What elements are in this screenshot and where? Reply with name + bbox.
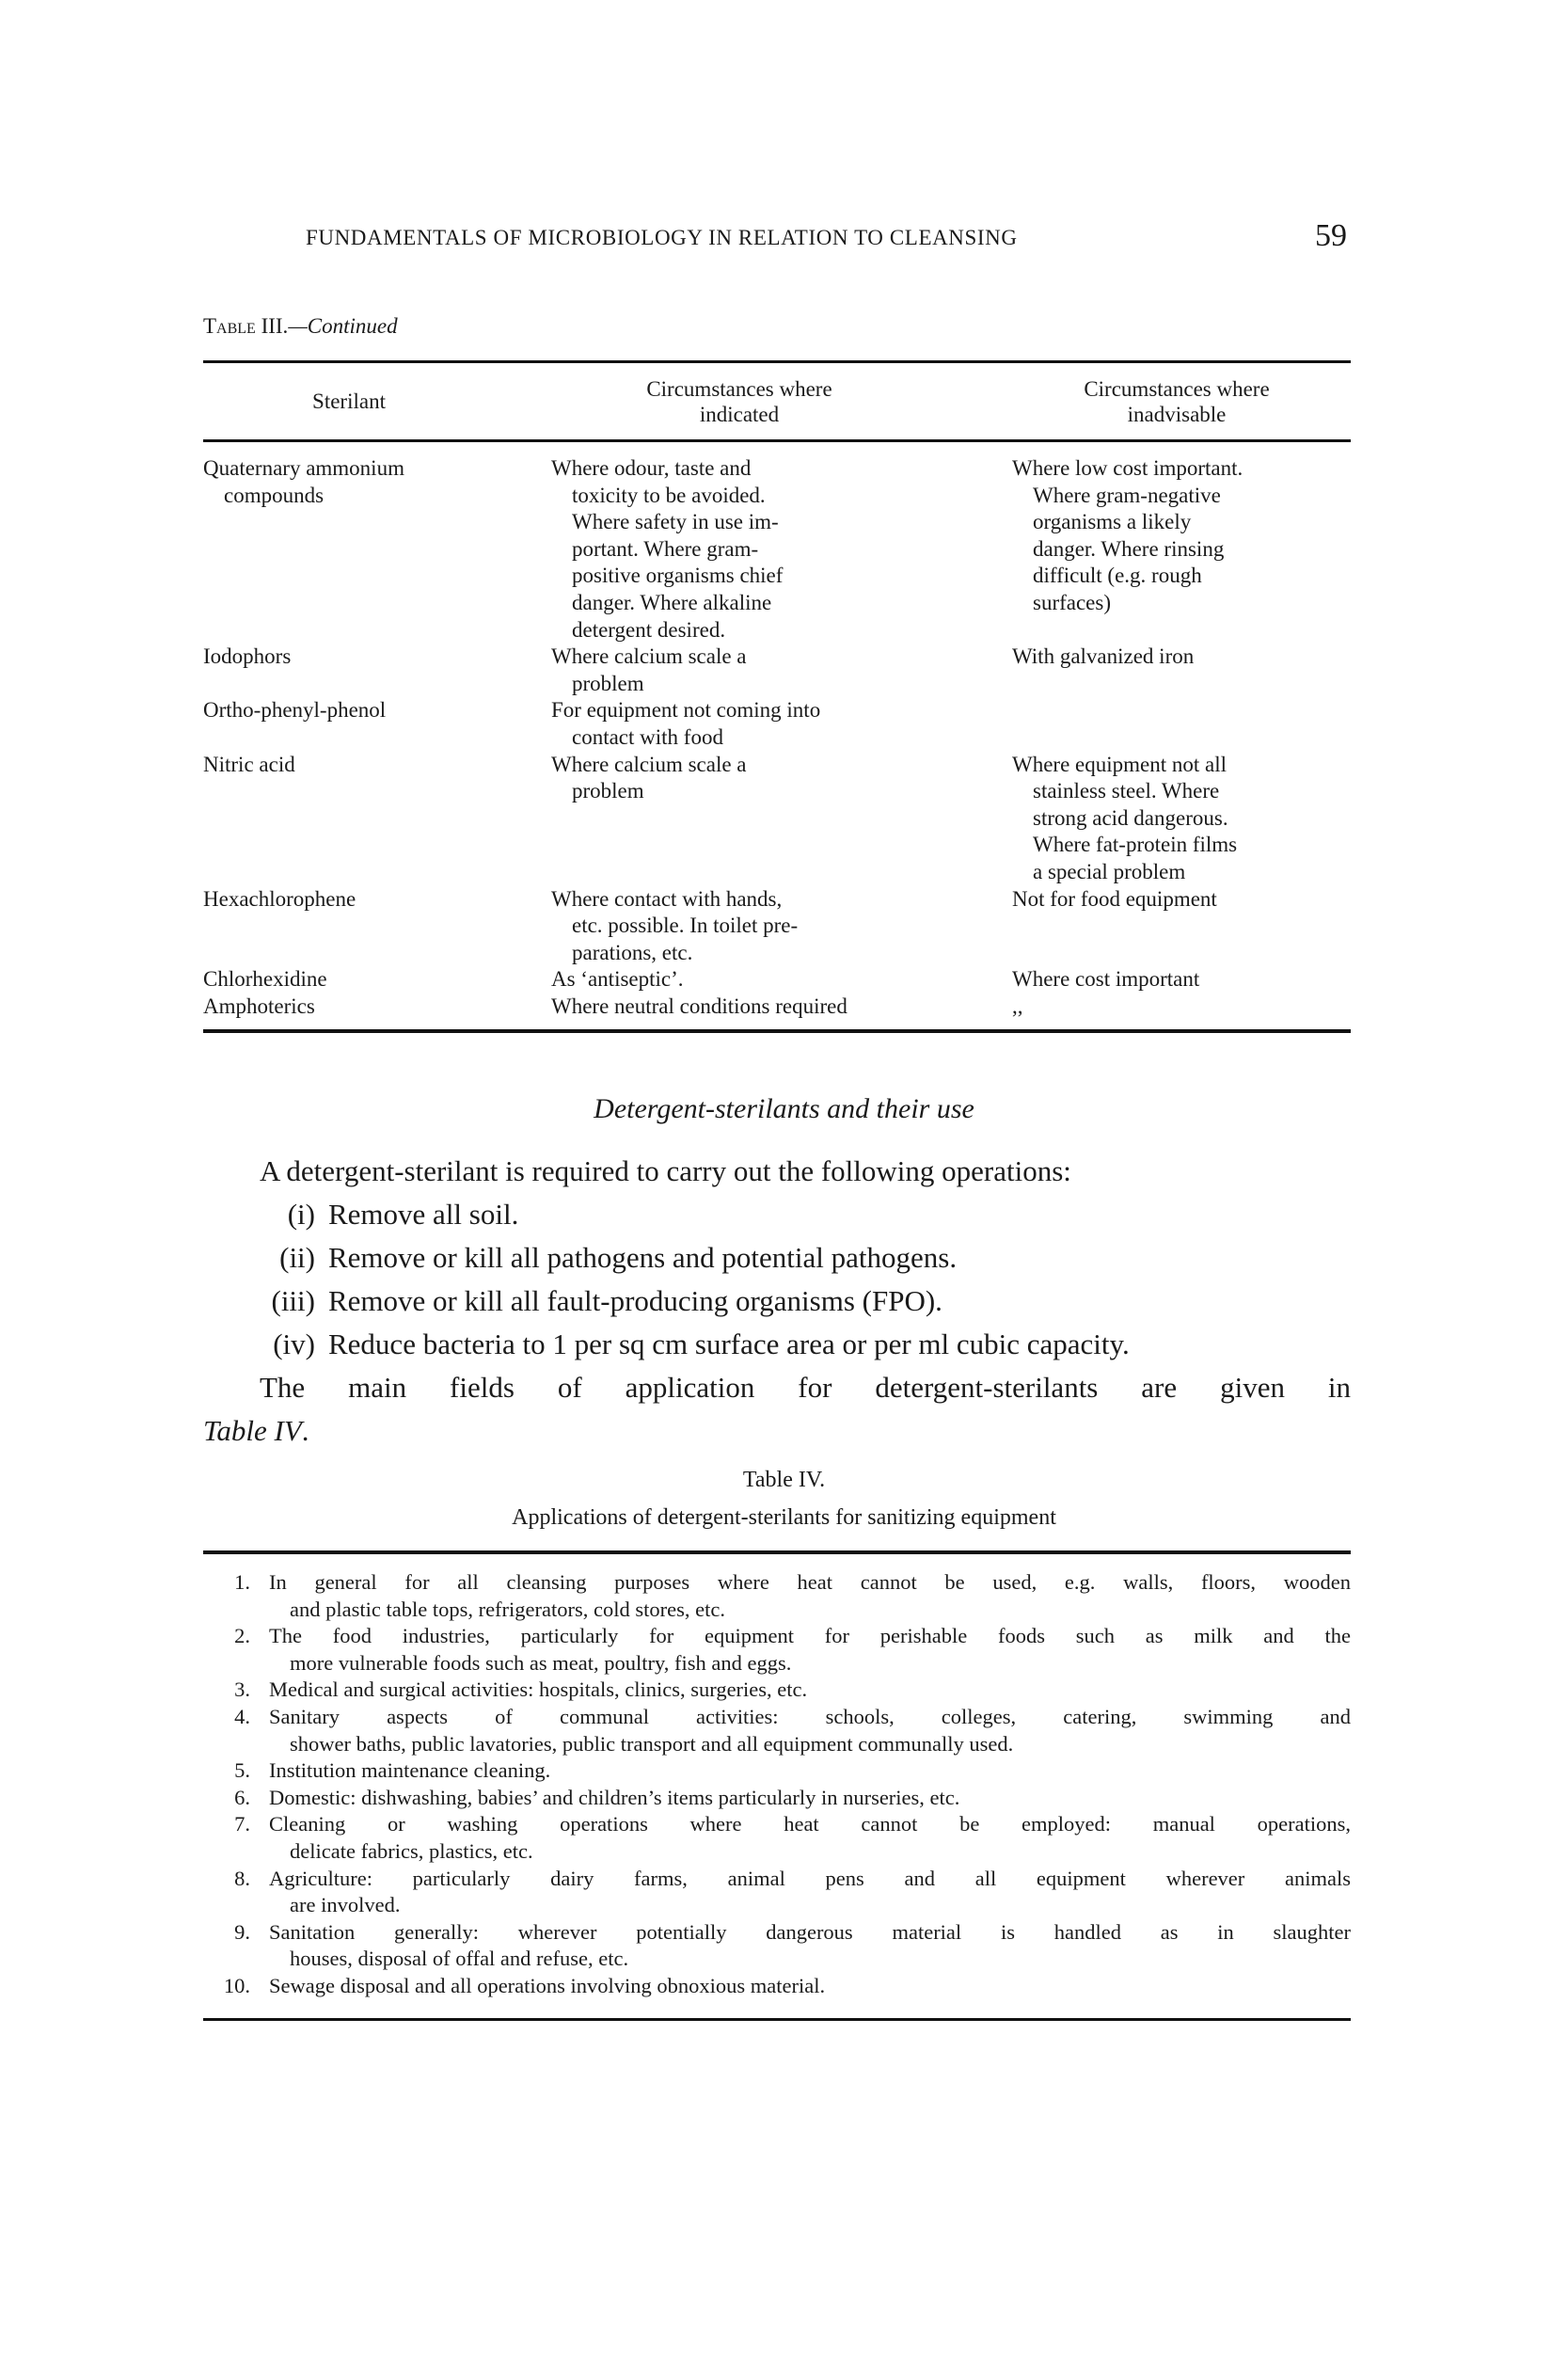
operation-number: (iv) — [273, 1328, 315, 1360]
item-line: shower baths, public lavatories, public transport and all equipment communally used. — [290, 1731, 1014, 1756]
item-text — [269, 1866, 1351, 1919]
item-line: Domestic: dishwashing, babies’ and children’s items particularly in nurseries, etc. — [269, 1785, 960, 1809]
item-text — [269, 1677, 1351, 1704]
cell-line: Ortho-phenyl-phenol — [203, 698, 387, 723]
cell-line: difficult (e.g. rough — [1033, 564, 1202, 588]
header-line: inadvisable — [1127, 403, 1227, 426]
cell-line: Where fat-protein films — [1033, 833, 1238, 857]
header-line: Circumstances where — [646, 377, 832, 401]
fields-end: . — [301, 1414, 309, 1447]
cell-line: Nitric acid — [203, 752, 295, 776]
cell-line: Where calcium scale a — [551, 644, 747, 669]
table3-caption-label: Table III. — [203, 314, 289, 338]
table-row — [203, 697, 1351, 751]
list-item — [203, 1623, 1351, 1677]
table4-top-rule — [203, 1550, 1351, 1554]
operation-number: (i) — [287, 1198, 315, 1231]
cell-line: Quaternary ammonium — [203, 456, 404, 480]
cell-inadvisable — [1012, 966, 1351, 994]
cell-line: portant. Where gram- — [572, 536, 759, 561]
section-body — [203, 1150, 1351, 1453]
cell-line: positive organisms chief — [572, 564, 784, 588]
cell-inadvisable — [1012, 644, 1351, 697]
cell-line: etc. possible. In toilet pre- — [572, 914, 799, 938]
item-line: are involved. — [290, 1893, 401, 1917]
table-row — [203, 752, 1351, 886]
cell-line: Chlorhexidine — [203, 967, 327, 992]
item-number: 10. — [223, 1973, 250, 1997]
item-text — [269, 1704, 1351, 1757]
cell-line: problem — [572, 779, 644, 803]
item-line: Institution maintenance cleaning. — [269, 1758, 551, 1783]
item-text — [269, 1811, 1351, 1865]
operation-number: (iii) — [271, 1284, 315, 1317]
table3-caption-continued: —Continued — [288, 314, 398, 338]
page-number: 59 — [1315, 218, 1347, 253]
cell-line: toxicity to be avoided. — [572, 483, 766, 507]
fields-paragraph — [203, 1366, 1351, 1409]
cell-line: strong acid dangerous. — [1033, 805, 1228, 830]
item-text — [269, 1919, 1351, 1973]
item-number: 4. — [234, 1704, 250, 1728]
fields-text: The main fields of application for detergent-sterilants are given in — [260, 1371, 1351, 1404]
item-number: 7. — [234, 1812, 250, 1836]
table-row — [203, 644, 1351, 697]
list-item — [203, 1973, 1351, 2000]
cell-inadvisable — [1012, 886, 1351, 967]
cell-line: Where cost important — [1012, 967, 1200, 992]
cell-line: a special problem — [1033, 859, 1186, 883]
cell-line: Hexachlorophene — [203, 886, 356, 911]
item-text — [269, 1569, 1351, 1623]
item-text — [269, 1623, 1351, 1677]
cell-sterilant — [203, 455, 551, 644]
item-line: Cleaning or washing operations where heat cannot be employed: manual operations, — [269, 1812, 1351, 1836]
cell-line: surfaces) — [1033, 590, 1112, 614]
cell-indicated — [551, 752, 1012, 886]
cell-line: danger. Where rinsing — [1033, 536, 1225, 561]
item-number: 2. — [234, 1624, 250, 1648]
col-header-sterilant — [260, 389, 438, 414]
operation-number: (ii) — [279, 1241, 315, 1274]
cell-line: With galvanized iron — [1012, 644, 1195, 669]
cell-line: stainless steel. Where — [1033, 779, 1220, 803]
cell-sterilant — [203, 966, 551, 994]
cell-sterilant — [203, 752, 551, 886]
table3-caption — [203, 314, 398, 339]
cell-line: compounds — [224, 483, 325, 507]
col-header-indicated — [579, 376, 899, 427]
cell-line: Where equipment not all — [1012, 752, 1227, 776]
table-row — [203, 886, 1351, 967]
cell-indicated — [551, 886, 1012, 967]
item-line: and plastic table tops, refrigerators, cold stores, etc. — [290, 1597, 725, 1621]
cell-line: Iodophors — [203, 644, 292, 669]
operation-text: Remove or kill all pathogens and potential pathogens. — [328, 1241, 958, 1274]
section-heading: Detergent-sterilants and their use — [594, 1093, 974, 1124]
header-line: Sterilant — [312, 390, 386, 413]
table-row — [203, 994, 1351, 1021]
operation-text: Reduce bacteria to 1 per sq cm surface area or per ml cubic capacity. — [328, 1328, 1130, 1360]
cell-indicated — [551, 455, 1012, 644]
item-number: 8. — [234, 1866, 250, 1890]
item-text — [269, 1973, 1351, 2000]
cell-sterilant — [203, 886, 551, 967]
cell-line: detergent desired. — [572, 617, 726, 642]
cell-line: Amphoterics — [203, 994, 315, 1018]
item-number: 9. — [234, 1919, 250, 1944]
cell-line: parations, etc. — [572, 940, 693, 964]
operation-item — [203, 1323, 1351, 1366]
table4-bottom-rule — [203, 2018, 1351, 2021]
item-line: The food industries, particularly for equipment for perishable foods such as milk and the — [269, 1624, 1351, 1648]
table3-body — [203, 455, 1351, 1020]
cell-indicated — [551, 644, 1012, 697]
cell-line: contact with food — [572, 724, 723, 749]
cell-line: problem — [572, 671, 644, 695]
list-item — [203, 1811, 1351, 1865]
item-line: Agriculture: particularly dairy farms, animal pens and all equipment wherever animals — [269, 1866, 1351, 1890]
header-line: indicated — [699, 403, 780, 426]
operation-text: Remove or kill all fault-producing organisms (FPO). — [328, 1284, 942, 1317]
cell-indicated — [551, 697, 1012, 751]
table-row — [203, 455, 1351, 644]
operation-item — [203, 1280, 1351, 1323]
item-text — [269, 1757, 1351, 1785]
cell-line: danger. Where alkaline — [572, 590, 772, 614]
cell-sterilant — [203, 697, 551, 751]
item-line: Sanitary aspects of communal activities: schools, colleges, catering, swimming and — [269, 1704, 1351, 1728]
cell-line: organisms a likely — [1033, 510, 1192, 534]
item-line: delicate fabrics, plastics, etc. — [290, 1838, 533, 1863]
table3-top-rule — [203, 360, 1351, 363]
table4-title: Table IV. — [742, 1468, 826, 1492]
cell-inadvisable — [1012, 752, 1351, 886]
cell-line: For equipment not coming into — [551, 698, 821, 723]
list-item — [203, 1866, 1351, 1919]
item-line: Medical and surgical activities: hospitals, clinics, surgeries, etc. — [269, 1677, 808, 1702]
header-line: Circumstances where — [1084, 377, 1270, 401]
table3-bottom-rule — [203, 1029, 1351, 1033]
list-item — [203, 1919, 1351, 1973]
list-item — [203, 1704, 1351, 1757]
item-line: Sewage disposal and all operations involving obnoxious material. — [269, 1973, 826, 1997]
cell-indicated — [551, 994, 1012, 1021]
item-line: houses, disposal of offal and refuse, etc. — [290, 1947, 629, 1971]
table3-header-rule — [203, 439, 1351, 442]
table3-header — [203, 376, 1351, 433]
cell-line: Where gram-negative — [1033, 483, 1221, 507]
list-item — [203, 1757, 1351, 1785]
cell-line: Where odour, taste and — [551, 456, 752, 480]
list-item — [203, 1569, 1351, 1623]
table4-subtitle: Applications of detergent-sterilants for sanitizing equipment — [512, 1505, 1056, 1530]
item-text — [269, 1785, 1351, 1812]
list-item — [203, 1785, 1351, 1812]
item-line: In general for all cleansing purposes where heat cannot be used, e.g. walls, floors, wooden — [269, 1570, 1351, 1594]
col-header-inadvisable — [1022, 376, 1332, 427]
running-head: FUNDAMENTALS OF MICROBIOLOGY IN RELATION TO CLEANSING — [306, 226, 1018, 249]
cell-inadvisable — [1012, 455, 1351, 644]
cell-line: Where safety in use im- — [572, 510, 779, 534]
fields-paragraph-end — [203, 1409, 1351, 1453]
table-row — [203, 966, 1351, 994]
operation-item — [203, 1193, 1351, 1236]
intro-paragraph: A detergent-sterilant is required to carry out the following operations: — [260, 1154, 1071, 1187]
cell-sterilant — [203, 994, 551, 1021]
cell-inadvisable — [1012, 994, 1351, 1021]
operations-list — [203, 1193, 1351, 1366]
cell-line: Not for food equipment — [1012, 886, 1217, 911]
cell-line: Where calcium scale a — [551, 752, 747, 776]
item-number: 1. — [234, 1570, 250, 1594]
operation-text: Remove all soil. — [328, 1198, 519, 1231]
item-line: more vulnerable foods such as meat, poultry, fish and eggs. — [290, 1650, 792, 1675]
cell-inadvisable — [1012, 697, 1351, 751]
item-number: 3. — [234, 1677, 250, 1702]
cell-indicated — [551, 966, 1012, 994]
operation-item — [203, 1236, 1351, 1280]
cell-line: Where neutral conditions required — [551, 994, 847, 1018]
table-reference: Table IV — [203, 1414, 302, 1447]
item-number: 5. — [234, 1758, 250, 1783]
cell-line: Where contact with hands, — [551, 886, 783, 911]
item-line: Sanitation generally: wherever potentially dangerous material is handled as in slaughter — [269, 1919, 1351, 1944]
table4-list — [203, 1569, 1351, 2000]
cell-line: As ‘antiseptic’. — [551, 967, 684, 992]
cell-line: ,, — [1012, 994, 1023, 1018]
cell-line: Where low cost important. — [1012, 456, 1243, 480]
item-number: 6. — [234, 1785, 250, 1809]
cell-sterilant — [203, 644, 551, 697]
list-item — [203, 1677, 1351, 1704]
